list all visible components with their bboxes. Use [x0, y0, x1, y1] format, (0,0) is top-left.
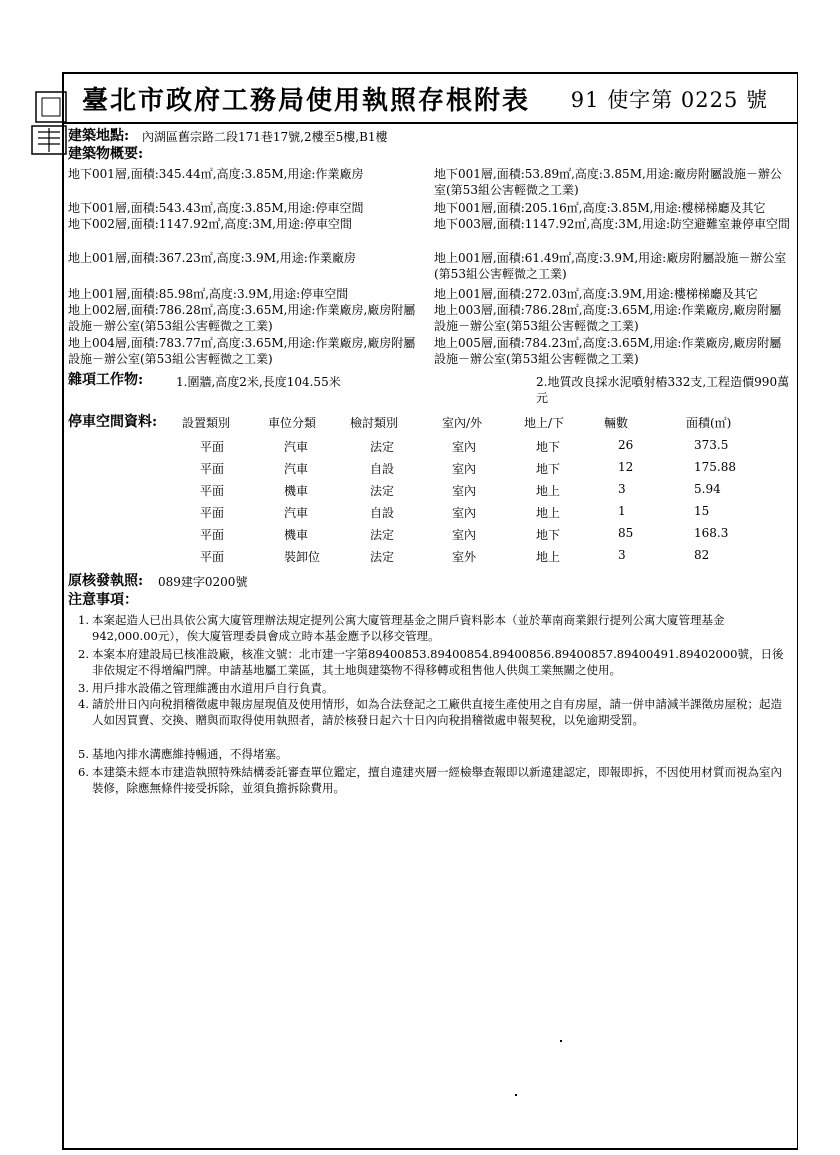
parking-header-space-type: 車位分類 — [268, 416, 317, 430]
cell-above-below: 地下 — [536, 462, 561, 476]
cell-above-below: 地上 — [536, 506, 561, 520]
cell-space-type: 機車 — [284, 528, 309, 542]
note-text: 基地內排水溝應維持暢通，不得堵塞。 — [92, 747, 288, 761]
parking-header-indoor-outdoor: 室內/外 — [442, 416, 483, 430]
list-item — [78, 764, 790, 796]
permit-number: 91 使字第 0225 號 — [570, 88, 768, 112]
cell-above-below: 地下 — [536, 528, 561, 542]
cell-space-type: 汽車 — [284, 440, 309, 454]
cell-review-type: 法定 — [370, 440, 395, 454]
cell-review-type: 法定 — [370, 550, 395, 564]
floor-left-3: 地下002層,面積:1147.92㎡,高度:3M,用途:停車空間 — [68, 217, 353, 231]
cell-setting-type: 平面 — [200, 462, 225, 476]
cell-space-type: 裝卸位 — [284, 550, 321, 564]
note-text: 本建築未經本市建造執照特殊結構委託審查單位鑑定，擅自違建夾層一經檢舉查報即以新違建認定，即報即拆，不因使用材質而視為室內裝修，除應無條件接受拆除，並須負擔拆除費用。 — [92, 765, 782, 795]
note-number: 1. — [78, 613, 89, 627]
cell-indoor-outdoor: 室內 — [452, 484, 477, 498]
location-value: 內湖區舊宗路二段171巷17號,2樓至5樓,B1樓 — [142, 130, 388, 144]
list-item — [78, 746, 790, 762]
misc-item-1: 1.圍牆,高度2米,長度104.55米 — [176, 375, 341, 389]
cell-above-below: 地上 — [536, 484, 561, 498]
cell-count: 3 — [618, 548, 626, 562]
misc-label: 雜項工作物: — [68, 372, 144, 388]
cell-above-below: 地下 — [536, 440, 561, 454]
original-permit-label: 原核發執照: — [68, 573, 144, 589]
cell-area: 373.5 — [694, 438, 729, 452]
cell-count: 12 — [618, 460, 634, 474]
cell-area: 168.3 — [694, 526, 729, 540]
note-number: 4. — [78, 697, 89, 711]
cell-setting-type: 平面 — [200, 550, 225, 564]
cell-space-type: 機車 — [284, 484, 309, 498]
floor-right-3: 地下003層,面積:1147.92㎡,高度:3M,用途:防空避難室兼停車空間 — [434, 217, 791, 231]
cell-above-below: 地上 — [536, 550, 561, 564]
cell-indoor-outdoor: 室外 — [452, 550, 477, 564]
note-number: 3. — [78, 681, 89, 695]
cell-count: 26 — [618, 438, 634, 452]
note-text: 請於卅日內向稅捐稽徵處申報房屋現值及使用情形，如為合法登記之工廠供直接生產使用之自有房屋，請一併申請減半課徵房屋稅；起造人如因買賣、交換、贈與而取得使用執照者，請於核發日起六十日內向稅捐稽徵處申報契稅，以免逾期受罰。 — [92, 697, 782, 727]
parking-header-review-type: 檢討類別 — [350, 416, 399, 430]
location-label: 建築地點: — [68, 128, 130, 144]
title-row — [62, 72, 798, 124]
floor-left-2: 地下001層,面積:543.43㎡,高度:3.85M,用途:停車空間 — [68, 201, 364, 215]
parking-header-setting-type: 設置類別 — [182, 416, 231, 430]
floor-right-4: 地上001層,面積:61.49㎡,高度:3.9M,用途:廠房附屬設施－辦公室(第53組公害輕微之工業) — [434, 251, 787, 281]
cell-space-type: 汽車 — [284, 506, 309, 520]
scan-speck — [515, 1094, 517, 1096]
floor-left-4: 地上001層,面積:367.23㎡,高度:3.9M,用途:作業廠房 — [68, 251, 356, 265]
floor-right-5: 地上001層,面積:272.03㎡,高度:3.9M,用途:樓梯梯廳及其它 — [434, 287, 758, 301]
document-frame — [62, 72, 798, 1150]
floor-right-7: 地上005層,面積:784.23㎡,高度:3.65M,用途:作業廠房,廠房附屬設施－辦公室(第53組公害輕微之工業) — [434, 336, 782, 366]
list-item — [78, 612, 790, 644]
parking-header-above-below: 地上/下 — [524, 416, 565, 430]
cell-space-type: 汽車 — [284, 462, 309, 476]
floor-right-1: 地下001層,面積:53.89㎡,高度:3.85M,用途:廠房附屬設施－辦公室(第53組公害輕微之工業) — [434, 167, 782, 197]
cell-review-type: 自設 — [370, 506, 395, 520]
cell-area: 5.94 — [694, 482, 721, 496]
note-number: 5. — [78, 747, 89, 761]
cell-count: 3 — [618, 482, 626, 496]
cell-indoor-outdoor: 室內 — [452, 440, 477, 454]
note-number: 6. — [78, 765, 89, 779]
floor-left-7: 地上004層,面積:783.77㎡,高度:3.65M,用途:作業廠房,廠房附屬設施－辦公室(第53組公害輕微之工業) — [68, 336, 416, 366]
cell-review-type: 法定 — [370, 484, 395, 498]
cell-indoor-outdoor: 室內 — [452, 528, 477, 542]
list-item — [78, 696, 790, 728]
parking-header-count: 輛數 — [604, 416, 629, 430]
cell-indoor-outdoor: 室內 — [452, 506, 477, 520]
cell-count: 85 — [618, 526, 634, 540]
parking-label: 停車空間資料: — [68, 414, 158, 430]
list-item — [78, 646, 790, 678]
list-item — [78, 680, 790, 696]
overview-label: 建築物概要: — [68, 146, 144, 162]
cell-indoor-outdoor: 室內 — [452, 462, 477, 476]
note-number: 2. — [78, 647, 89, 661]
floor-left-5: 地上001層,面積:85.98㎡,高度:3.9M,用途:停車空間 — [68, 287, 349, 301]
note-text: 本案起造人已出具依公寓大廈管理辦法規定提列公寓大廈管理基金之開戶資料影本（並於華南商業銀行提列公寓大廈管理基金942,000.00元），俟大廈管理委員會成立時本基金應予以移交管理。 — [92, 613, 725, 643]
cell-area: 82 — [694, 548, 710, 562]
cell-setting-type: 平面 — [200, 440, 225, 454]
cell-setting-type: 平面 — [200, 484, 225, 498]
parking-header-area: 面積(㎡) — [686, 416, 732, 430]
cell-count: 1 — [618, 504, 626, 518]
note-text: 用戶排水設備之管理維護由水道用戶自行負責。 — [92, 681, 334, 695]
misc-item-2: 2.地質改良採水泥噴射樁332支,工程造價990萬元 — [536, 375, 790, 405]
floor-right-2: 地下001層,面積:205.16㎡,高度:3.85M,用途:樓梯梯廳及其它 — [434, 201, 766, 215]
cell-setting-type: 平面 — [200, 528, 225, 542]
cell-review-type: 法定 — [370, 528, 395, 542]
cell-area: 15 — [694, 504, 710, 518]
document-title: 臺北市政府工務局使用執照存根附表 — [82, 86, 531, 116]
notes-label: 注意事項： — [68, 592, 138, 608]
floor-left-6: 地上002層,面積:786.28㎡,高度:3.65M,用途:作業廠房,廠房附屬設施－辦公室(第53組公害輕微之工業) — [68, 303, 416, 333]
note-text: 本案本府建設局已核准設廠，核准文號：北市建一字第89400853.89400854.89400856.89400857.89400491.89402000號，日後非依規定不得增編門牌。申請基地屬工業區，其土地與建築物不得移轉或租售他人供與工業無關之使用。 — [92, 647, 784, 677]
cell-setting-type: 平面 — [200, 506, 225, 520]
cell-review-type: 自設 — [370, 462, 395, 476]
original-permit-value: 089建字0200號 — [158, 575, 248, 589]
scan-speck — [560, 1040, 562, 1042]
cell-area: 175.88 — [694, 460, 736, 474]
floor-left-1: 地下001層,面積:345.44㎡,高度:3.85M,用途:作業廠房 — [68, 167, 364, 181]
floor-right-6: 地上003層,面積:786.28㎡,高度:3.65M,用途:作業廠房,廠房附屬設施－辦公室(第53組公害輕微之工業) — [434, 303, 782, 333]
